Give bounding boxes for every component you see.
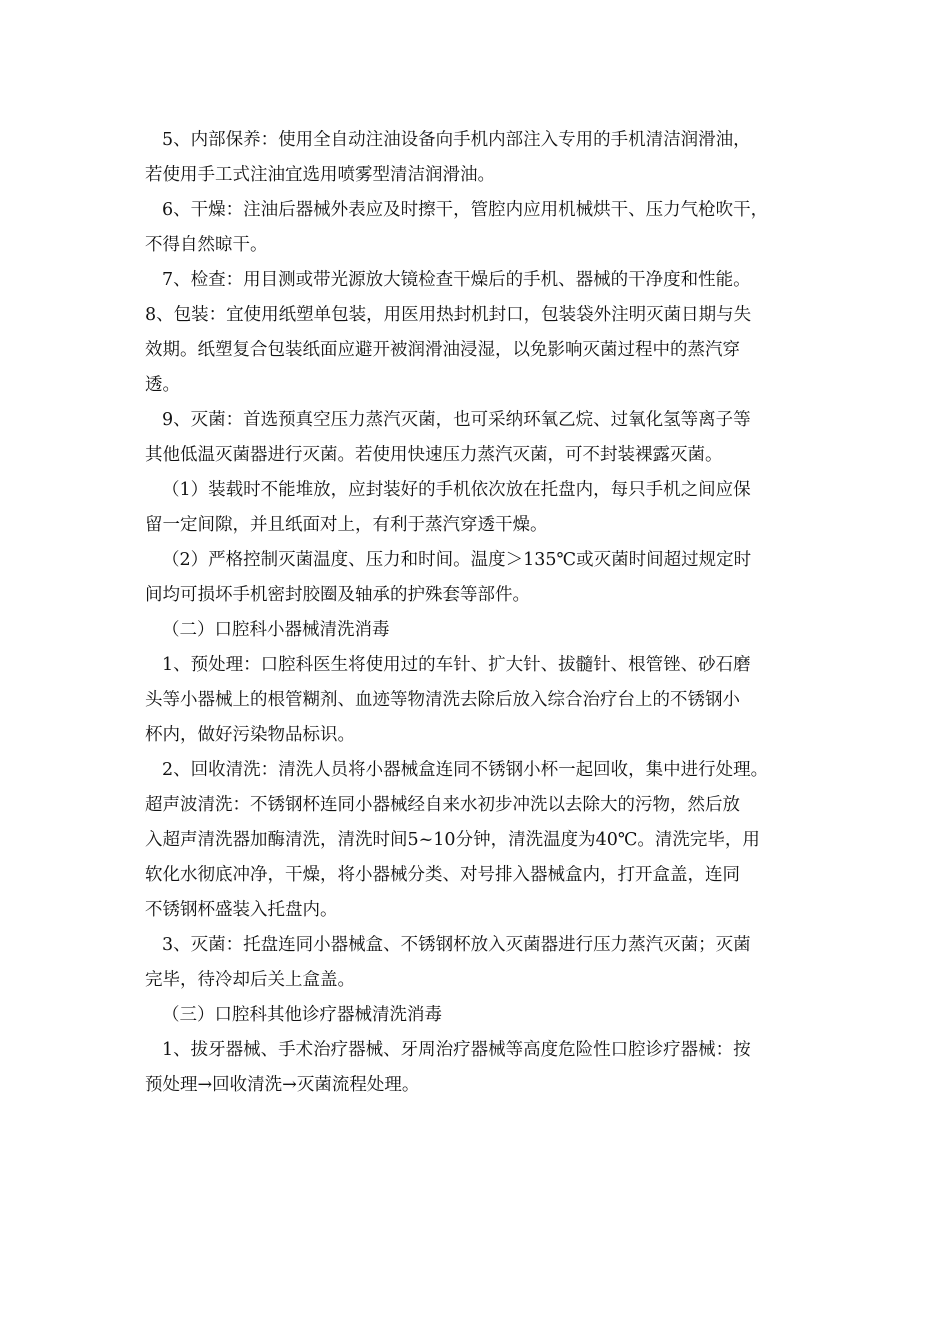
text-line: 预处理→回收清洗→灭菌流程处理。 xyxy=(145,1075,420,1095)
text-line: 1、拔牙器械、手术治疗器械、牙周治疗器械等高度危险性口腔诊疗器械：按 xyxy=(162,1040,751,1060)
text-line: 9、灭菌：首选预真空压力蒸汽灭菌，也可采纳环氧乙烷、过氧化氢等离子等 xyxy=(162,410,751,430)
text-line: （1）装载时不能堆放，应封装好的手机依次放在托盘内，每只手机之间应保 xyxy=(162,480,751,500)
text-line: （2）严格控制灭菌温度、压力和时间。温度＞135℃或灭菌时间超过规定时 xyxy=(162,550,752,570)
text-line: 7、检查：用目测或带光源放大镜检查干燥后的手机、器械的干净度和性能。 xyxy=(162,270,751,290)
text-line: 透。 xyxy=(145,375,180,395)
text-line: 若使用手工式注油宜选用喷雾型清洁润滑油。 xyxy=(145,165,495,185)
text-line: 超声波清洗：不锈钢杯连同小器械经自来水初步冲洗以去除大的污物，然后放 xyxy=(145,795,740,815)
text-line: 完毕，待冷却后关上盒盖。 xyxy=(145,970,355,990)
text-line: 不锈钢杯盛装入托盘内。 xyxy=(145,900,338,920)
text-line: 头等小器械上的根管糊剂、血迹等物清洗去除后放入综合治疗台上的不锈钢小 xyxy=(145,690,740,710)
text-line: 软化水彻底冲净，干燥，将小器械分类、对号排入器械盒内，打开盒盖，连同 xyxy=(145,865,740,885)
text-line: 8、包装：宜使用纸塑单包装，用医用热封机封口，包装袋外注明灭菌日期与失 xyxy=(145,305,752,325)
section-heading: （二）口腔科小器械清洗消毒 xyxy=(162,620,390,640)
text-line: 杯内，做好污染物品标识。 xyxy=(145,725,355,745)
text-line: 不得自然晾干。 xyxy=(145,235,268,255)
text-line: 5、内部保养：使用全自动注油设备向手机内部注入专用的手机清洁润滑油， xyxy=(162,130,751,150)
section-heading: （三）口腔科其他诊疗器械清洗消毒 xyxy=(162,1005,442,1025)
text-line: 效期。纸塑复合包装纸面应避开被润滑油浸湿，以免影响灭菌过程中的蒸汽穿 xyxy=(145,340,740,360)
text-line: 其他低温灭菌器进行灭菌。若使用快速压力蒸汽灭菌，可不封装裸露灭菌。 xyxy=(145,445,723,465)
text-line: 入超声清洗器加酶清洗，清洗时间5~10分钟，清洗温度为40℃。清洗完毕，用 xyxy=(145,830,760,850)
text-line: 间均可损坏手机密封胶圈及轴承的护殊套等部件。 xyxy=(145,585,530,605)
text-line: 2、回收清洗：清洗人员将小器械盒连同不锈钢小杯一起回收，集中进行处理。 xyxy=(162,760,769,780)
text-line: 6、干燥：注油后器械外表应及时擦干，管腔内应用机械烘干、压力气枪吹干， xyxy=(162,200,769,220)
text-line: 3、灭菌：托盘连同小器械盒、不锈钢杯放入灭菌器进行压力蒸汽灭菌；灭菌 xyxy=(162,935,751,955)
text-line: 留一定间隙，并且纸面对上，有利于蒸汽穿透干燥。 xyxy=(145,515,548,535)
text-line: 1、预处理：口腔科医生将使用过的车针、扩大针、拔髓针、根管锉、砂石磨 xyxy=(162,655,751,675)
